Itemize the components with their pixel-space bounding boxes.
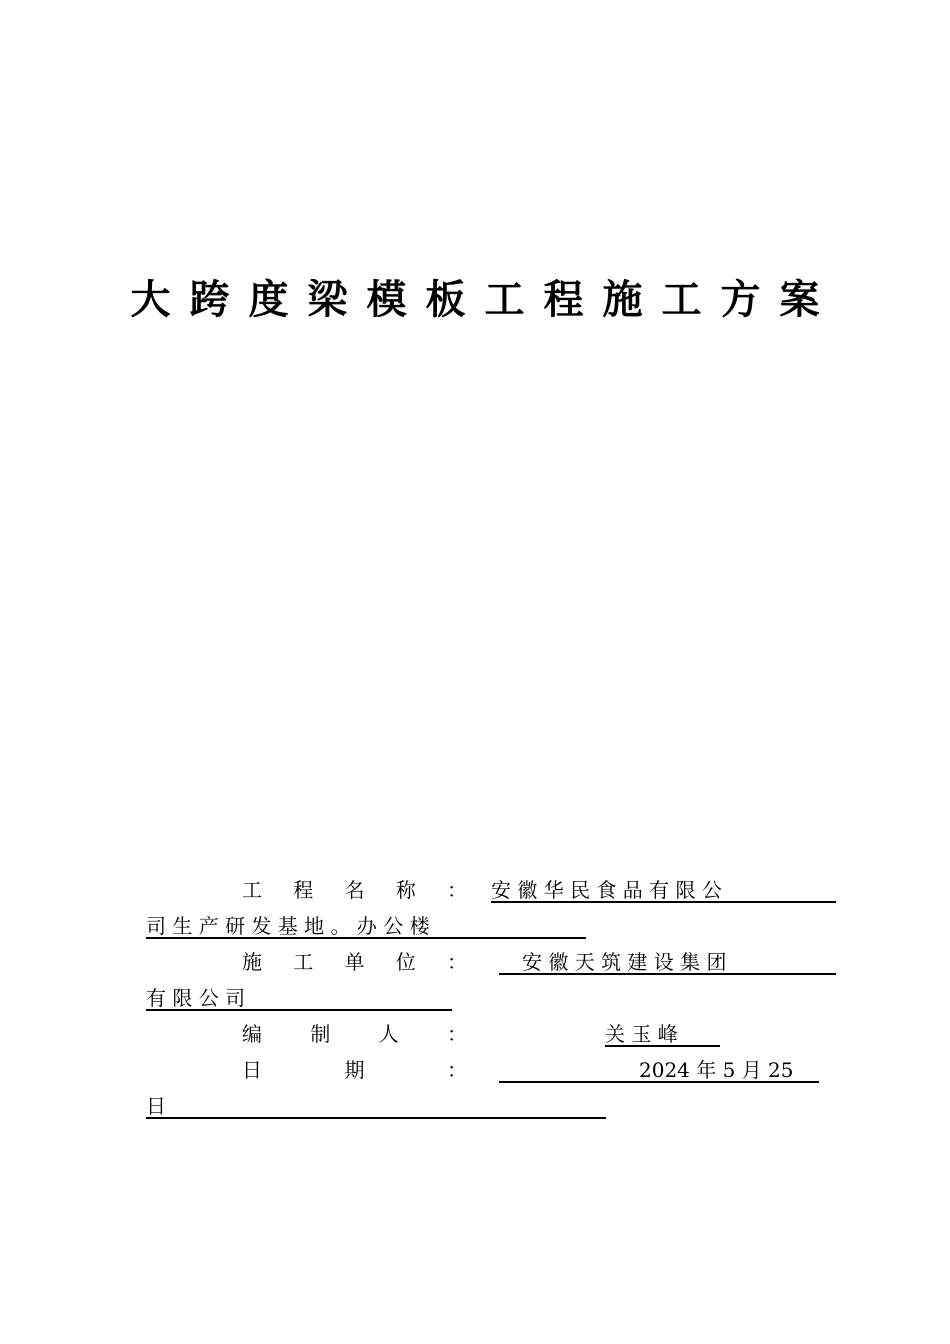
date-row-cont xyxy=(146,1088,836,1124)
project-name-value-line1: 安 徽 华 民 食 品 有 限 公 xyxy=(491,878,722,902)
project-name-label xyxy=(242,872,467,908)
label-char: ： xyxy=(447,1058,467,1082)
underline xyxy=(499,973,836,975)
underline xyxy=(605,1045,720,1047)
label-char: 期 xyxy=(344,1058,365,1082)
underline xyxy=(146,937,586,939)
project-name-value-line2: 司 生 产 研 发 基 地 。 办 公 楼 xyxy=(146,914,430,938)
label-char: ： xyxy=(447,950,467,974)
label-char: 程 xyxy=(293,878,314,902)
label-char: 工 xyxy=(293,950,314,974)
label-char: 位 xyxy=(395,950,416,974)
label-char: 工 xyxy=(242,878,262,902)
label-char: ： xyxy=(447,878,467,902)
compiler-value: 关 玉 峰 xyxy=(605,1022,678,1046)
construction-unit-value-line2: 有 限 公 司 xyxy=(146,986,246,1010)
underline xyxy=(146,1117,606,1119)
page-title: 大跨度梁模板工程施工方案 xyxy=(130,277,839,323)
underline xyxy=(499,1081,819,1083)
date-row xyxy=(146,1052,836,1088)
compiler-label xyxy=(242,1016,467,1052)
cover-info-block xyxy=(146,872,836,1124)
date-label xyxy=(242,1052,467,1088)
label-char: ： xyxy=(446,1022,467,1046)
construction-unit-value-line1: 安 徽 天 筑 建 设 集 团 xyxy=(522,950,727,974)
label-char: 施 xyxy=(242,950,262,974)
underline xyxy=(491,901,836,903)
underline xyxy=(146,1009,452,1011)
construction-unit-label xyxy=(242,944,467,980)
label-char: 编 xyxy=(242,1022,262,1046)
label-char: 日 xyxy=(242,1058,262,1082)
label-char: 名 xyxy=(344,878,365,902)
label-char: 人 xyxy=(378,1022,399,1046)
date-value-line2: 日 xyxy=(146,1094,166,1118)
label-char: 单 xyxy=(344,950,365,974)
construction-unit-row-cont xyxy=(146,980,836,1016)
label-char: 制 xyxy=(310,1022,331,1046)
date-value-line1: 2024 年 5 月 25 xyxy=(639,1058,794,1082)
compiler-row xyxy=(146,1016,836,1052)
label-char: 称 xyxy=(395,878,416,902)
project-name-row xyxy=(146,872,836,908)
project-name-row-cont xyxy=(146,908,836,944)
construction-unit-row xyxy=(146,944,836,980)
